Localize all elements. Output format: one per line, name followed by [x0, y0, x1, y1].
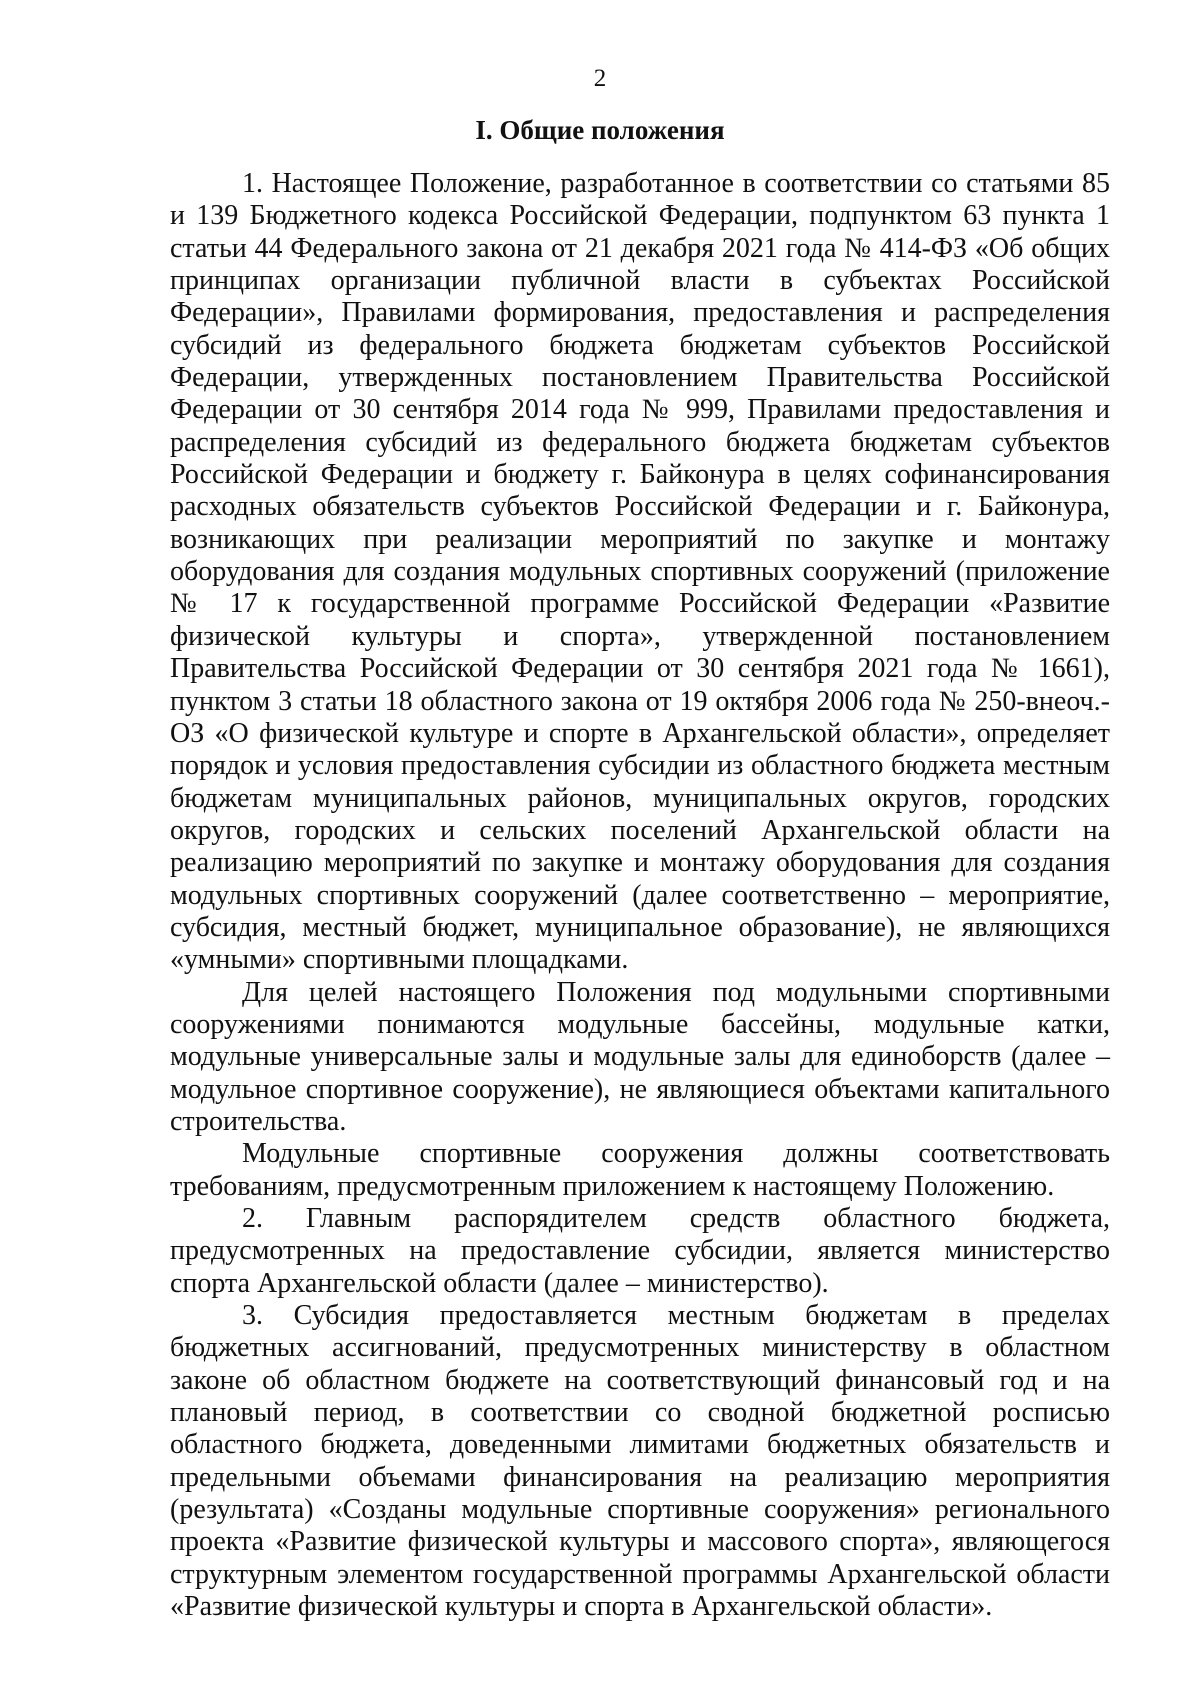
paragraph-item-2: 2. Главным распорядителем средств областного бюджета, предусмотренных на предоставление субсидии, является министерство спорта Архангельской области (далее – министерство). — [170, 1203, 1110, 1299]
paragraph-item-3: 3. Субсидия предоставляется местным бюджетам в пределах бюджетных ассигнований, предусмотренных министерству в областном законе об областном бюджете на соответствующий финансовый год и на плановый период, в соответствии со сводной бюджетной росписью областного бюджета, доведенными лимитами бюджетных обязательств и предельными объемами финансирования на реализацию мероприятия (результата) «Созданы модульные спортивные сооружения» регионального проекта «Развитие физической культуры и массового спорта», являющегося структурным элементом государственной программы Архангельской области «Развитие физической культуры и спорта в Архангельской области». — [170, 1300, 1110, 1623]
paragraph-modular-definition: Для целей настоящего Положения под модульными спортивными сооружениями понимаются модульные бассейны, модульные катки, модульные универсальные залы и модульные залы для единоборств (далее – модульное спортивное сооружение), не являющиеся объектами капитального строительства. — [170, 976, 1110, 1137]
page-number: 2 — [593, 65, 607, 92]
paragraph-item-1: 1. Настоящее Положение, разработанное в соответствии со статьями 85 и 139 Бюджетного кодекса Российской Федерации, подпунктом 63 пункта 1 статьи 44 Федерального закона от 21 декабря 2021 года № 414-ФЗ «Об общих принципах организации публичной власти в субъектах Российской Федерации», Правилами формирования, предоставления и распределения субсидий из федерального бюджета бюджетам субъектов Российской Федерации, утвержденных постановлением Правительства Российской Федерации от 30 сентября 2014 года № 999, Правилами предоставления и распределения субсидий из федерального бюджета бюджетам субъектов Российской Федерации и бюджету г. Байконура в целях софинансирования расходных обязательств субъектов Российской Федерации и г. Байконура, возникающих при реализации мероприятий по закупке и монтажу оборудования для создания модульных спортивных сооружений (приложение № 17 к государственной программе Российской Федерации «Развитие физической культуры и спорта», утвержденной постановлением Правительства Российской Федерации от 30 сентября 2021 года № 1661), пунктом 3 статьи 18 областного закона от 19 октября 2006 года № 250-внеоч.-ОЗ «О физической культуре и спорте в Архангельской области», определяет порядок и условия предоставления субсидии из областного бюджета местным бюджетам муниципальных районов, муниципальных округов, городских округов, городских и сельских поселений Архангельской области на реализацию мероприятий по закупке и монтажу оборудования для создания модульных спортивных сооружений (далее соответственно – мероприятие, субсидия, местный бюджет, муниципальное образование), не являющихся «умными» спортивными площадками. — [170, 168, 1110, 976]
paragraph-requirements: Модульные спортивные сооружения должны соответствовать требованиям, предусмотренным приложением к настоящему Положению. — [170, 1138, 1110, 1202]
section-title: I. Общие положения — [475, 115, 725, 145]
body-text — [170, 168, 1110, 1623]
